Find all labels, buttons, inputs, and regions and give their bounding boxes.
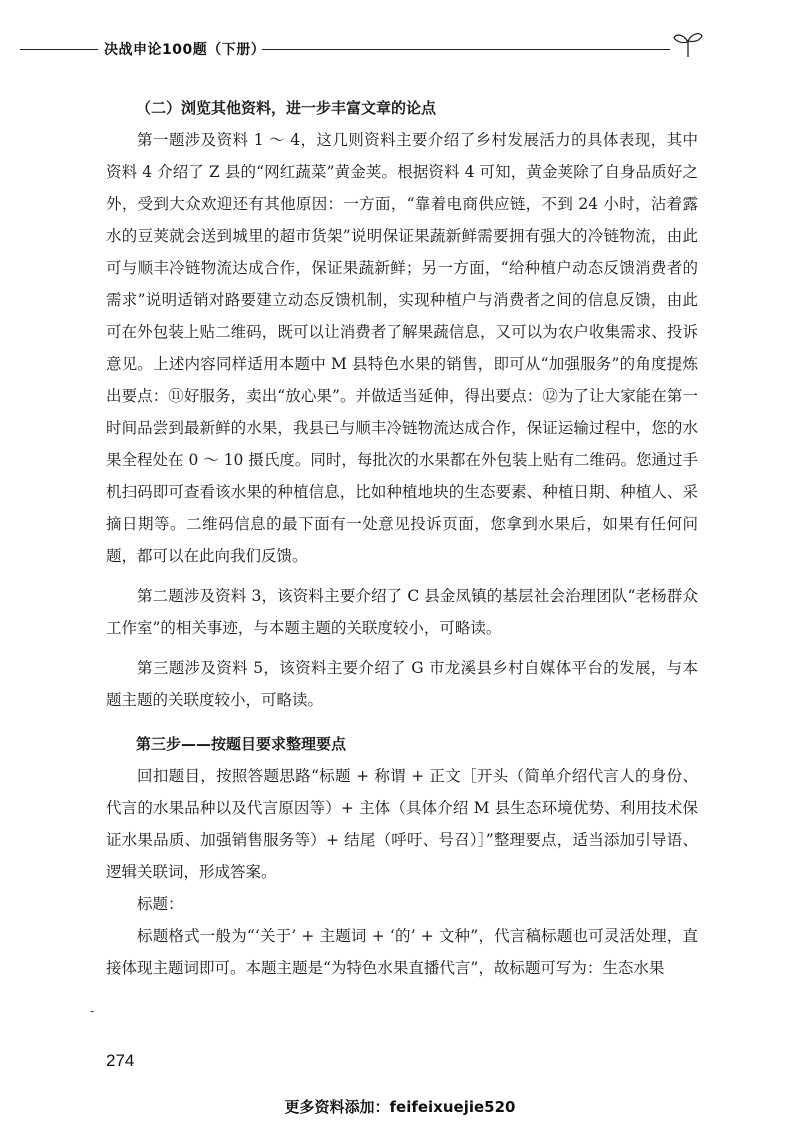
sprout-icon xyxy=(672,30,704,58)
page-number: 274 xyxy=(106,1051,135,1070)
paragraph: 回扣题目，按照答题思路“标题 + 称谓 + 正文［开头（简单介绍代言人的身份、代言的水果品种以及代言原因等）+ 主体（具体介绍 M 县生态环境优势、利用技术保证水果品质、加强销售服务等）+ 结尾（呼吁、号召）］”整理要点，适当添加引导语、逻辑关联词，形成答案。 xyxy=(106,767,698,881)
paragraph: 第三题涉及资料 5，该资料主要介绍了 G 市龙溪县乡村自媒体平台的发展，与本题主题的关联度较小，可略读。 xyxy=(106,659,698,709)
step-heading: 第三步——按题目要求整理要点 xyxy=(136,735,347,753)
paragraph: 第一题涉及资料 1 ～ 4，这几则资料主要介绍了乡村发展活力的具体表现，其中资料 4 介绍了 Z 县的“网红蔬菜”黄金荚。根据资料 4 可知，黄金荚除了自身品质好之外，受到大众欢迎还有其他原因：一方面，“靠着电商供应链，不到 24 小时，沾着露水的豆荚就会送到城里的超市货架”说明保证果蔬新鲜需要拥有强大的冷链物流，由此可与顺丰冷链物流达成合作，保证果蔬新鲜；另一方面，“给种植户动态反馈消费者的需求”说明适销对路要建立动态反馈机制，实现种植户与消费者之间的信息反馈，由此可在外包装上贴二维码，既可以让消费者了解果蔬信息，又可以为农户收集需求、投诉意见。上述内容同样适用本题中 M 县特色水果的销售，即可从“加强服务”的角度提炼出要点：⑪好服务，卖出“放心果”。并做适当延伸，得出要点：⑫为了让大家能在第一时间品尝到最新鲜的水果，我县已与顺丰冷链物流达成合作，保证运输过程中，您的水果全程处在 0 ～ 10 摄氏度。同时，每批次的水果都在外包装上贴有二维码。您通过手机扫码即可查看该水果的种植信息，比如种植地块的生态要素、种植日期、种植人、采摘日期等。二维码信息的最下面有一处意见投诉页面，您拿到水果后，如果有任何问题，都可以在此向我们反馈。 xyxy=(106,131,698,565)
header-rule-left xyxy=(20,49,98,50)
page-body xyxy=(106,92,698,984)
paragraph: 第二题涉及资料 3，该资料主要介绍了 C 县金凤镇的基层社会治理团队“老杨群众工作室”的相关事迹，与本题主题的关联度较小，可略读。 xyxy=(106,587,698,637)
section-subheading: （二）浏览其他资料，进一步丰富文章的论点 xyxy=(136,99,437,117)
running-header xyxy=(0,30,800,70)
header-rule-right xyxy=(262,49,670,50)
margin-mark: - xyxy=(90,1004,95,1018)
label-line: 标题： xyxy=(137,895,184,913)
paragraph: 标题格式一般为“‘关于’ + 主题词 + ‘的’ + 文种”，代言稿标题也可灵活处理，直接体现主题词即可。本题主题是“为特色水果直播代言”，故标题可写为：生态水果 xyxy=(106,927,698,977)
footer-note: 更多资料添加：feifeixuejie520 xyxy=(284,1098,516,1116)
header-title: 决战申论100题（下册） xyxy=(104,42,266,58)
